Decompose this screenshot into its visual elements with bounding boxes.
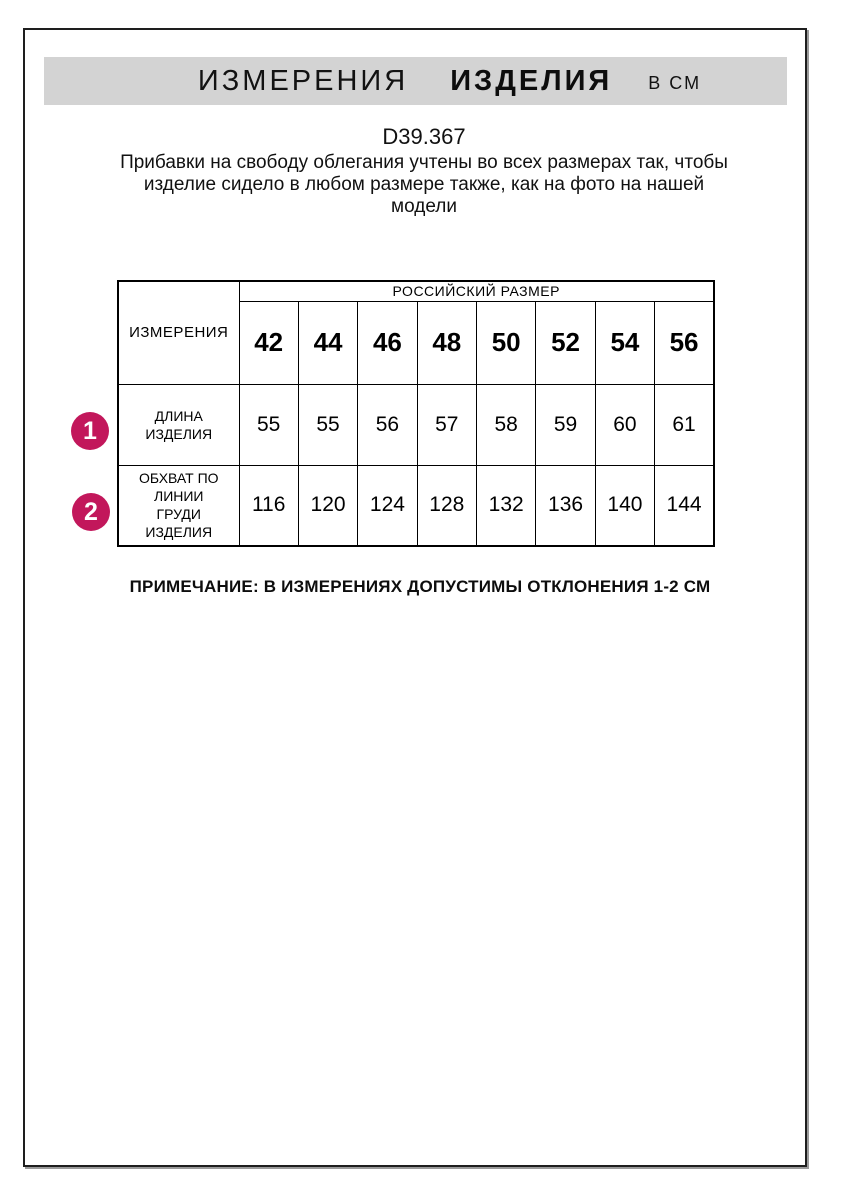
chest-value-44: 120 [298,465,357,546]
length-value-50: 58 [477,384,536,465]
chest-value-46: 124 [358,465,417,546]
size-header-42: 42 [239,301,298,384]
length-value-46: 56 [358,384,417,465]
fit-description [25,152,805,218]
chest-value-50: 132 [477,465,536,546]
length-value-54: 60 [595,384,654,465]
row-label-length: ДЛИНА ИЗДЕЛИЯ [118,384,239,465]
table-row-chest [118,465,714,546]
title-banner [44,57,787,105]
fit-description-line-2: изделие сидело в любом размере также, как на фото на нашей [143,174,705,195]
size-header-48: 48 [417,301,476,384]
banner-units: В СМ [648,72,702,93]
row-number-badge-2: 2 [72,493,110,531]
banner-title-product: ИЗДЕЛИЯ [450,64,613,97]
length-value-52: 59 [536,384,595,465]
size-header-54: 54 [595,301,654,384]
size-table [117,280,715,547]
chest-value-54: 140 [595,465,654,546]
row-label-chest: ОБХВАТ ПО ЛИНИИ ГРУДИ ИЗДЕЛИЯ [118,465,239,546]
measurements-column-header: ИЗМЕРЕНИЯ [118,281,239,384]
length-value-48: 57 [417,384,476,465]
size-header-56: 56 [655,301,714,384]
chest-value-56: 144 [655,465,714,546]
size-header-52: 52 [536,301,595,384]
size-header-50: 50 [477,301,536,384]
russian-size-group-header: РОССИЙСКИЙ РАЗМЕР [239,281,714,301]
page-frame [23,28,807,1167]
table-row-length [118,384,714,465]
chest-value-42: 116 [239,465,298,546]
size-header-46: 46 [358,301,417,384]
table-group-header-row [118,281,714,301]
chest-value-52: 136 [536,465,595,546]
tolerance-note: ПРИМЕЧАНИЕ: В ИЗМЕРЕНИЯХ ДОПУСТИМЫ ОТКЛОНЕНИЯ 1-2 СМ [129,577,711,596]
length-value-44: 55 [298,384,357,465]
fit-description-line-3: модели [391,196,457,217]
length-value-56: 61 [655,384,714,465]
row-number-badge-1: 1 [71,412,109,450]
chest-value-48: 128 [417,465,476,546]
length-value-42: 55 [239,384,298,465]
model-number: D39.367 [382,124,466,149]
fit-description-line-1: Прибавки на свободу облегания учтены во всех размерах так, чтобы [120,152,728,173]
banner-title-measurements: ИЗМЕРЕНИЯ [197,64,409,97]
size-header-44: 44 [298,301,357,384]
